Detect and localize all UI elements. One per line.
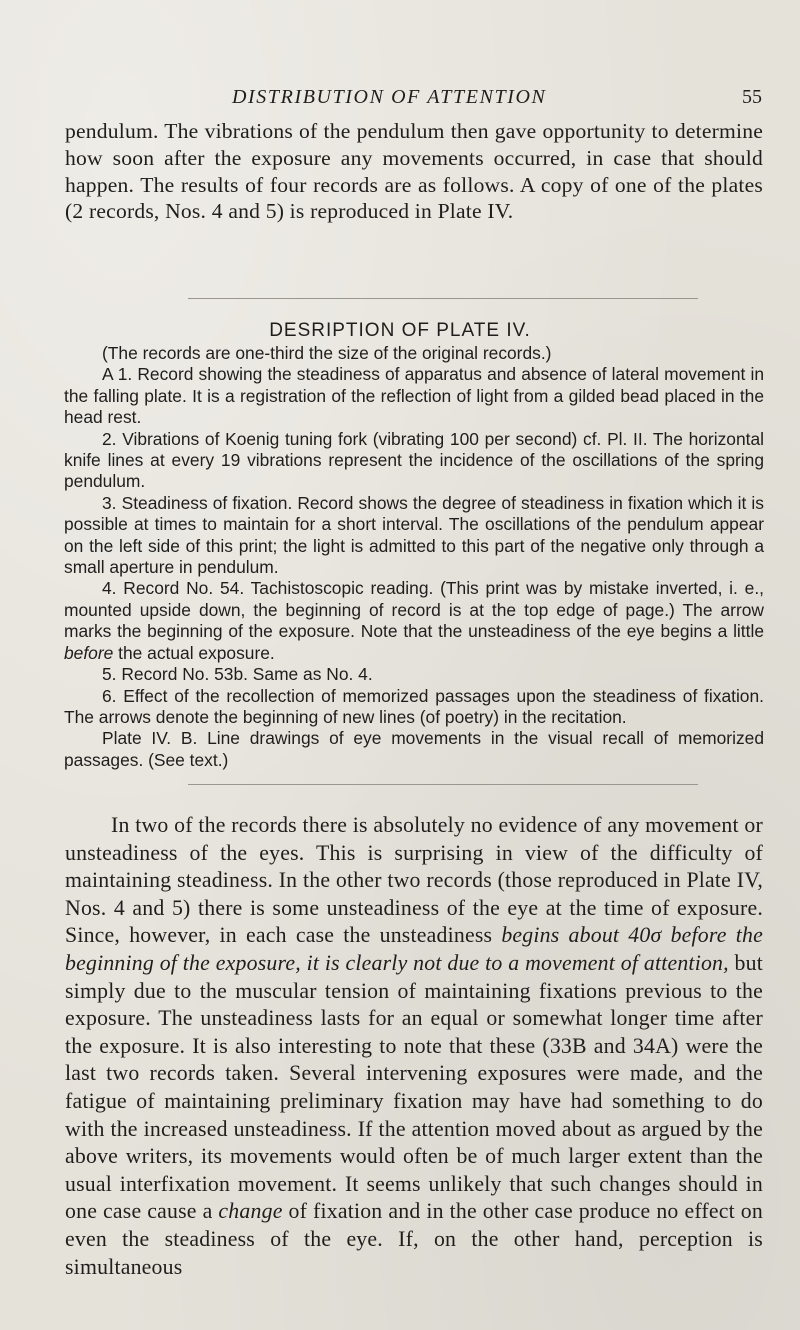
plate-item-6: 6. Effect of the recollection of memorized passages upon the steadiness of fixation. The arrows denote the beginning of new lines (of poetry) in the recitation.	[64, 685, 764, 727]
running-head-title: DISTRIBUTION OF ATTENTION	[232, 86, 547, 108]
divider-rule-bottom	[188, 784, 698, 785]
plate-description-title: DESRIPTION OF PLATE IV.	[269, 320, 531, 341]
plate-item-3: 3. Steadiness of fixation. Record shows the degree of steadiness in fixation which it is possible at times to maintain for a short interval. The oscillations of the pendulum appear on the left side of this print; the light is admitted to this part of the negative only through a small aperture in pendulum.	[64, 492, 764, 578]
top-paragraph: pendulum. The vibrations of the pendulum then gave opportunity to determine how soon after the exposure any movements occurred, in case that should happen. The results of four records are as follows. A copy of one of the plates (2 records, Nos. 4 and 5) is reproduced in Plate IV.	[65, 119, 763, 224]
plate-item-4-emphasis: before	[64, 642, 114, 663]
bottom-paragraph	[65, 812, 763, 1281]
page-number: 55	[742, 86, 762, 108]
plate-description	[64, 343, 764, 771]
bottom-paragraph-emphasis: begins about 40σ before the beginning of the exposure, it is clearly not due to a movement of attention,	[65, 923, 763, 975]
bottom-paragraph-emphasis-2: change	[218, 1199, 283, 1224]
running-head	[232, 86, 762, 109]
divider-rule-top	[188, 298, 698, 299]
plate-item-a1: A 1. Record showing the steadiness of apparatus and absence of lateral movement in the falling plate. It is a registration of the reflection of light from a gilded bead placed in the head rest.	[64, 364, 764, 428]
plate-item-b: Plate IV. B. Line drawings of eye movements in the visual recall of memorized passages. (See text.)	[64, 728, 764, 770]
bottom-paragraph-text-2: but simply due to the muscular tension of maintaining fixations previous to the exposure. The unsteadiness lasts for an equal or somewhat longer time after the exposure. It is also interesting to note that these (33B and 34A) were the last two records taken. Several intervening exposures were made, and the fatigue of maintaining preliminary fixation may have had something to do with the increased unsteadiness. If the attention moved about as argued by the above writers, its movements would often be of much larger extent than the usual interfixation movement. It seems unlikely that such changes should in one case cause a	[65, 950, 763, 1224]
plate-item-4	[64, 578, 764, 664]
plate-item-4-text: 4. Record No. 54. Tachistoscopic reading. (This print was by mistake inverted, i. e., mounted upside down, the beginning of record is at the top edge of page.) The arrow marks the beginning of the exposure. Note that the unsteadiness of the eye begins a little	[64, 578, 764, 642]
bottom-paragraph-text-1: In two of the records there is absolutely no evidence of any movement or unsteadiness of the eyes. This is surprising in view of the difficulty of maintaining steadiness. In the other two records (those reproduced in Plate IV, Nos. 4 and 5) there is some unsteadiness of the eye at the time of exposure. Since, however, in each case the unsteadiness	[65, 813, 763, 948]
bottom-paragraph-text-3: of fixation and in the other case produce no effect on even the steadiness of the eye. If, on the other hand, perception is simultaneous	[65, 1199, 763, 1279]
plate-item-5: 5. Record No. 53b. Same as No. 4.	[102, 664, 373, 685]
plate-item-4-text-end: the actual exposure.	[113, 642, 275, 663]
plate-note: (The records are one-third the size of the original records.)	[102, 343, 552, 363]
plate-item-2: 2. Vibrations of Koenig tuning fork (vibrating 100 per second) cf. Pl. II. The horizontal knife lines at every 19 vibrations represent the incidence of the oscillations of the spring pendulum.	[64, 428, 764, 492]
